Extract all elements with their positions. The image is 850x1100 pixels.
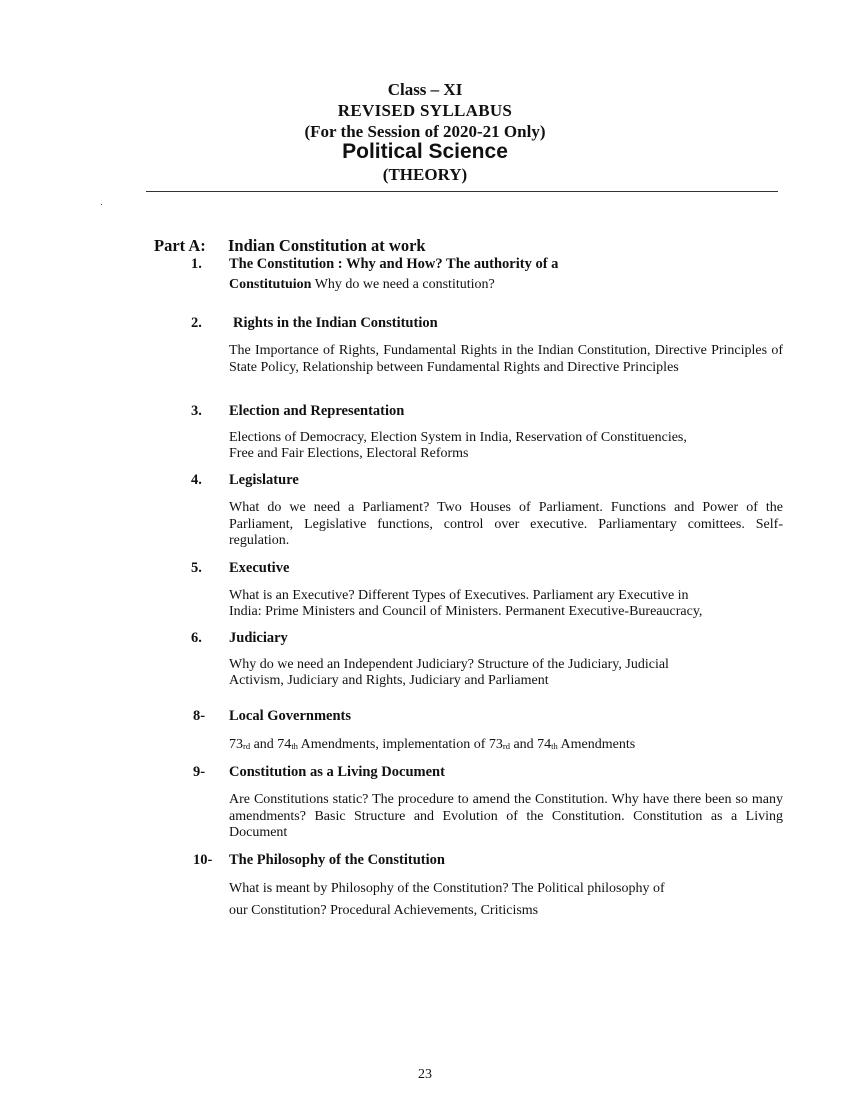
unit-10-number: 10- bbox=[193, 852, 213, 868]
unit-9-title: Constitution as a Living Document bbox=[229, 764, 445, 780]
unit-8-desc-t2: Amendments, implementation of 73 bbox=[297, 737, 503, 752]
unit-6-desc-line2: Activism, Judiciary and Rights, Judiciary and Parliament bbox=[229, 673, 549, 688]
unit-5-desc-line2: India: Prime Ministers and Council of Ministers. Permanent Executive-Bureaucracy, bbox=[229, 604, 703, 619]
part-a-heading bbox=[154, 236, 426, 256]
part-a-title: Indian Constitution at work bbox=[228, 236, 426, 255]
unit-6-desc-line1: Why do we need an Independent Judiciary? Structure of the Judiciary, Judicial bbox=[229, 657, 669, 672]
unit-6-number: 6. bbox=[191, 630, 202, 646]
unit-3-title: Election and Representation bbox=[229, 403, 405, 419]
unit-3-desc-line1: Elections of Democracy, Election System in India, Reservation of Constituencies, bbox=[229, 430, 687, 445]
unit-8-desc bbox=[229, 737, 635, 753]
session-heading: (For the Session of 2020-21 Only) bbox=[304, 122, 546, 141]
page-number: 23 bbox=[418, 1067, 432, 1082]
unit-4-desc: What do we need a Parliament? Two Houses of Parliament. Functions and Power of the Parliament, Legislative functions, control over executive. Parliamentary comittees. Self-regulation. bbox=[229, 500, 783, 548]
unit-8-desc-t1: and 74 bbox=[250, 737, 292, 752]
unit-8-desc-t4: Amendments bbox=[557, 737, 636, 752]
unit-8-number: 8- bbox=[193, 708, 206, 724]
revised-syllabus-heading: REVISED SYLLABUS bbox=[337, 101, 513, 120]
unit-10-title: The Philosophy of the Constitution bbox=[229, 852, 445, 868]
unit-5-title: Executive bbox=[229, 560, 290, 576]
theory-heading: (THEORY) bbox=[382, 165, 468, 184]
unit-3-desc-line2: Free and Fair Elections, Electoral Reforms bbox=[229, 446, 469, 461]
unit-8-desc-n1: 73 bbox=[229, 737, 243, 752]
header-divider bbox=[146, 191, 778, 192]
unit-1-number: 1. bbox=[191, 256, 202, 272]
unit-8-desc-s4: th bbox=[551, 741, 558, 751]
unit-8-title: Local Governments bbox=[229, 708, 352, 724]
part-a-label: Part A: bbox=[154, 236, 206, 255]
unit-3-number: 3. bbox=[191, 403, 202, 419]
unit-1-desc-text: Why do we need a constitution? bbox=[314, 277, 495, 292]
unit-9-number: 9- bbox=[193, 764, 206, 780]
unit-10-desc-line1: What is meant by Philosophy of the Constitution? The Political philosophy of bbox=[229, 881, 665, 896]
unit-8-desc-t3: and 74 bbox=[509, 737, 552, 752]
unit-4-number: 4. bbox=[191, 472, 202, 488]
unit-10-desc-line2: our Constitution? Procedural Achievements, Criticisms bbox=[229, 903, 539, 918]
unit-1-title-cont: Constitutuion bbox=[229, 277, 312, 292]
subject-heading: Political Science bbox=[342, 140, 508, 163]
unit-1-title: The Constitution : Why and How? The authority of a bbox=[229, 256, 559, 272]
unit-8-desc-s3: rd bbox=[502, 741, 510, 751]
unit-5-desc-line1: What is an Executive? Different Types of Executives. Parliament ary Executive in bbox=[229, 588, 689, 603]
stray-dot bbox=[101, 204, 102, 205]
unit-8-desc-s2: th bbox=[291, 741, 298, 751]
unit-4-title: Legislature bbox=[229, 472, 299, 488]
unit-2-number: 2. bbox=[191, 315, 202, 331]
unit-2-title: Rights in the Indian Constitution bbox=[233, 315, 438, 331]
class-heading: Class – XI bbox=[387, 80, 463, 99]
unit-9-desc: Are Constitutions static? The procedure to amend the Constitution. Why have there been so many amendments? Basic Structure and Evolution of the Constitution. Constitution as a Living Document bbox=[229, 792, 783, 840]
unit-6-title: Judiciary bbox=[229, 630, 288, 646]
unit-1-desc bbox=[229, 277, 495, 293]
unit-8-desc-s1: rd bbox=[243, 741, 251, 751]
unit-5-number: 5. bbox=[191, 560, 202, 576]
unit-2-desc: The Importance of Rights, Fundamental Rights in the Indian Constitution, Directive Principles of State Policy, Relationship between Fundamental Rights and Directive Principles bbox=[229, 343, 783, 375]
